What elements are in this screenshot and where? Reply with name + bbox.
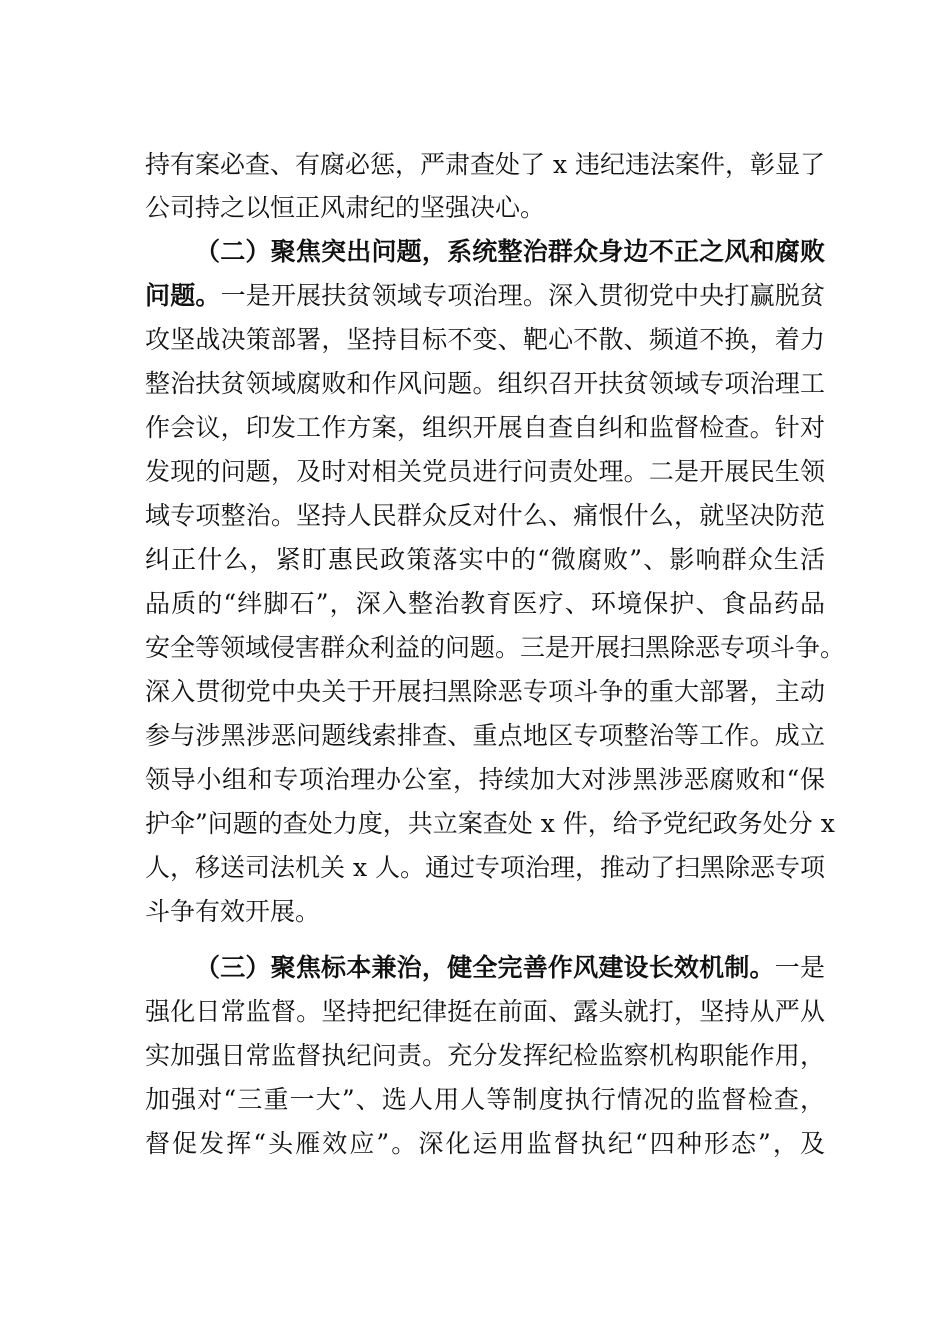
text-line bbox=[195, 946, 825, 990]
text-line: 强化日常监督。坚持把纪律挺在前面、露头就打，坚持从严从 bbox=[145, 997, 825, 1026]
text-line: 整治扶贫领域腐败和作风问题。组织召开扶贫领域专项治理工 bbox=[145, 369, 825, 398]
text-line: 安全等领域侵害群众利益的问题。三是开展扫黑除恶专项斗争。 bbox=[145, 633, 846, 662]
text-line: 攻坚战决策部署，坚持目标不变、靶心不散、频道不换，着力 bbox=[145, 325, 825, 354]
text-line: 人，移送司法机关 x 人。通过专项治理，推动了扫黑除恶专项 bbox=[145, 853, 825, 882]
text-line: 参与涉黑涉恶问题线索排查、重点地区专项整治等工作。成立 bbox=[145, 721, 825, 750]
text-line: 实加强日常监督执纪问责。充分发挥纪检监察机构职能作用， bbox=[145, 1041, 825, 1070]
text-line: 领导小组和专项治理办公室，持续加大对涉黑涉恶腐败和“保 bbox=[145, 765, 825, 794]
text-line: 持有案必查、有腐必惩，严肃查处了 x 违纪违法案件，彰显了 bbox=[145, 150, 825, 179]
text-span: 一是开展扶贫领域专项治理。深入贯彻党中央打赢脱贫 bbox=[220, 281, 825, 310]
text-line: 护伞”问题的查处力度，共立案查处 x 件，给予党纪政务处分 x bbox=[145, 809, 835, 838]
text-line: 作会议，印发工作方案，组织开展自查自纠和监督检查。针对 bbox=[145, 413, 825, 442]
text-line: 深入贯彻党中央关于开展扫黑除恶专项斗争的重大部署，主动 bbox=[145, 677, 825, 706]
section-heading: （二）聚焦突出问题，系统整治群众身边不正之风和腐败 bbox=[195, 237, 825, 266]
text-line: 发现的问题，及时对相关党员进行问责处理。二是开展民生领 bbox=[145, 457, 825, 486]
text-span: 一是 bbox=[774, 953, 825, 982]
text-line: 斗争有效开展。 bbox=[145, 897, 321, 926]
text-line: 域专项整治。坚持人民群众反对什么、痛恨什么，就坚决防范 bbox=[145, 501, 825, 530]
text-line bbox=[145, 274, 825, 318]
text-line: 品质的“绊脚石”，深入整治教育医疗、环境保护、食品药品 bbox=[145, 589, 825, 618]
section-heading: （三）聚焦标本兼治，健全完善作风建设长效机制。 bbox=[195, 953, 775, 982]
section-heading-continued: 问题。 bbox=[145, 281, 221, 310]
text-line: 加强对“三重一大”、选人用人等制度执行情况的监督检查， bbox=[145, 1085, 825, 1114]
text-line: 督促发挥“头雁效应”。深化运用监督执纪“四种形态”，及 bbox=[145, 1129, 825, 1158]
text-line: 纠正什么，紧盯惠民政策落实中的“微腐败”、影响群众生活 bbox=[145, 545, 825, 574]
text-line: 公司持之以恒正风肃纪的坚强决心。 bbox=[145, 193, 546, 222]
